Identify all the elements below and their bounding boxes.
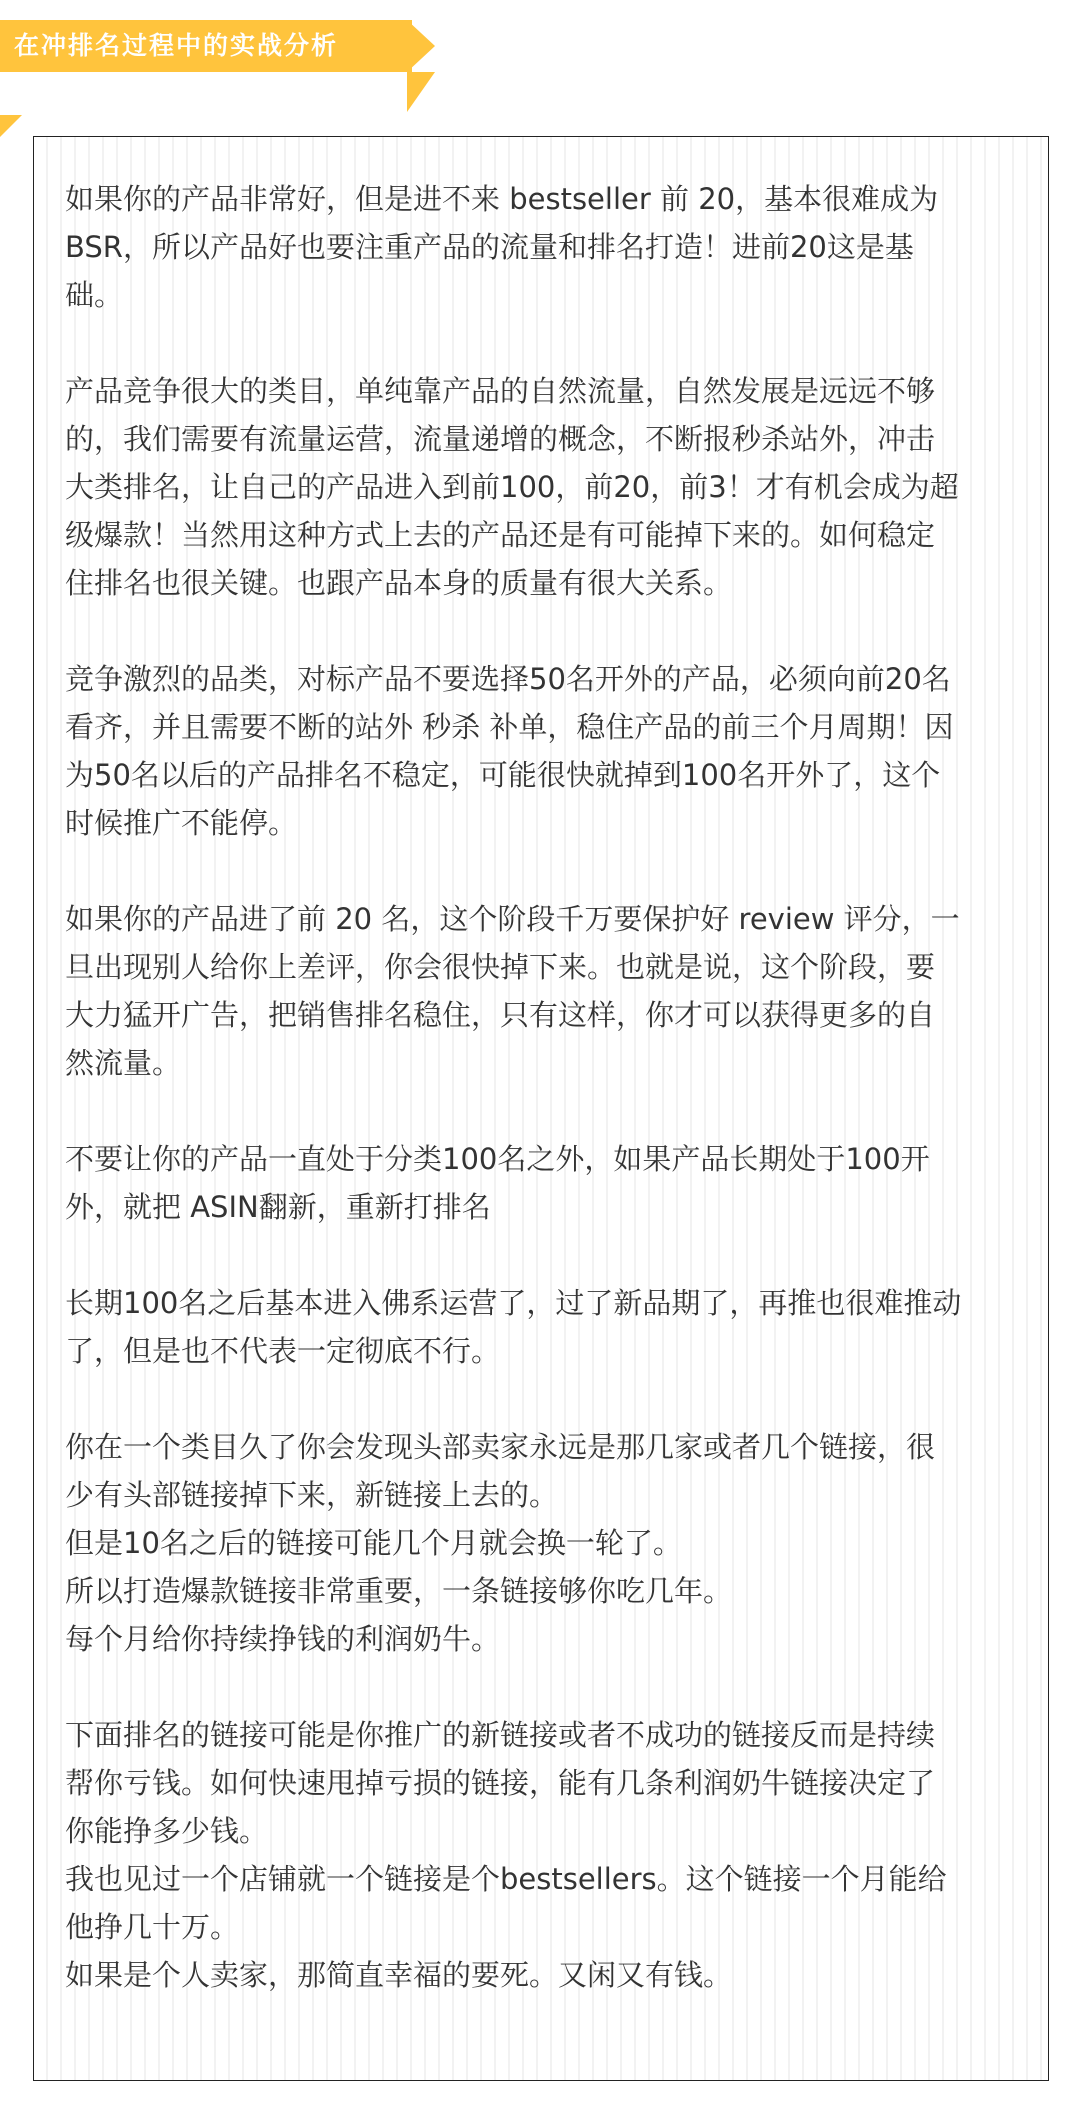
paragraph: 如果你的产品非常好，但是进不来 bestseller 前 20，基本很难成为 BSR，所以产品好也要注重产品的流量和排名打造！进前20这是基 础。 xyxy=(65,182,939,312)
paragraph: 不要让你的产品一直处于分类100名之外，如果产品长期处于100开 外，就把 ASIN翻新，重新打排名 xyxy=(65,1142,930,1224)
paragraph: 竞争激烈的品类，对标产品不要选择50名开外的产品，必须向前20名 看齐，并且需要不断的站外 秒杀 补单，稳住产品的前三个月周期！因 为50名以后的产品排名不稳定，可能很快就掉到100名开外了，这个 时候推广不能停。 xyxy=(65,662,954,840)
title-tag-arrow-decoration xyxy=(407,20,435,72)
paragraph: 你在一个类目久了你会发现头部卖家永远是那几家或者几个链接，很 少有头部链接掉下来，新链接上去的。 但是10名之后的链接可能几个月就会换一轮了。 所以打造爆款链接非常重要，一条链接够你吃几年。 每个月给你持续挣钱的利润奶牛。 xyxy=(65,1430,936,1656)
article-body xyxy=(65,175,1025,1999)
section-title: 在冲排名过程中的实战分析 xyxy=(14,31,339,60)
paragraph: 下面排名的链接可能是你推广的新链接或者不成功的链接反而是持续 帮你亏钱。如何快速甩掉亏损的链接，能有几条利润奶牛链接决定了 你能挣多少钱。 我也见过一个店铺就一个链接是个bestsellers。这个链接一个月能给 他挣几十万。 如果是个人卖家，那简直幸福的要死。又闲又有钱。 xyxy=(65,1718,947,1992)
section-title-tag xyxy=(0,20,412,72)
paragraph: 产品竞争很大的类目，单纯靠产品的自然流量，自然发展是远远不够 的，我们需要有流量运营，流量递增的概念，不断报秒杀站外，冲击 大类排名，让自己的产品进入到前100，前20，前3！才有机会成为超 级爆款！当然用这种方式上去的产品还是有可能掉下来的。如何稳定 住排名也很关键。也跟产品本身的质量有很大关系。 xyxy=(65,374,959,600)
article-box xyxy=(33,136,1049,2081)
paragraph: 如果你的产品进了前 20 名，这个阶段千万要保护好 review 评分，一 旦出现别人给你上差评，你会很快掉下来。也就是说，这个阶段，要 大力猛开广告，把销售排名稳住，只有这样，你才可以获得更多的自 然流量。 xyxy=(65,902,960,1080)
paragraph: 长期100名之后基本进入佛系运营了，过了新品期了，再推也很难推动 了，但是也不代表一定彻底不行。 xyxy=(65,1286,962,1368)
corner-triangle-decoration xyxy=(0,115,22,137)
title-tag-fold-decoration xyxy=(407,72,435,112)
